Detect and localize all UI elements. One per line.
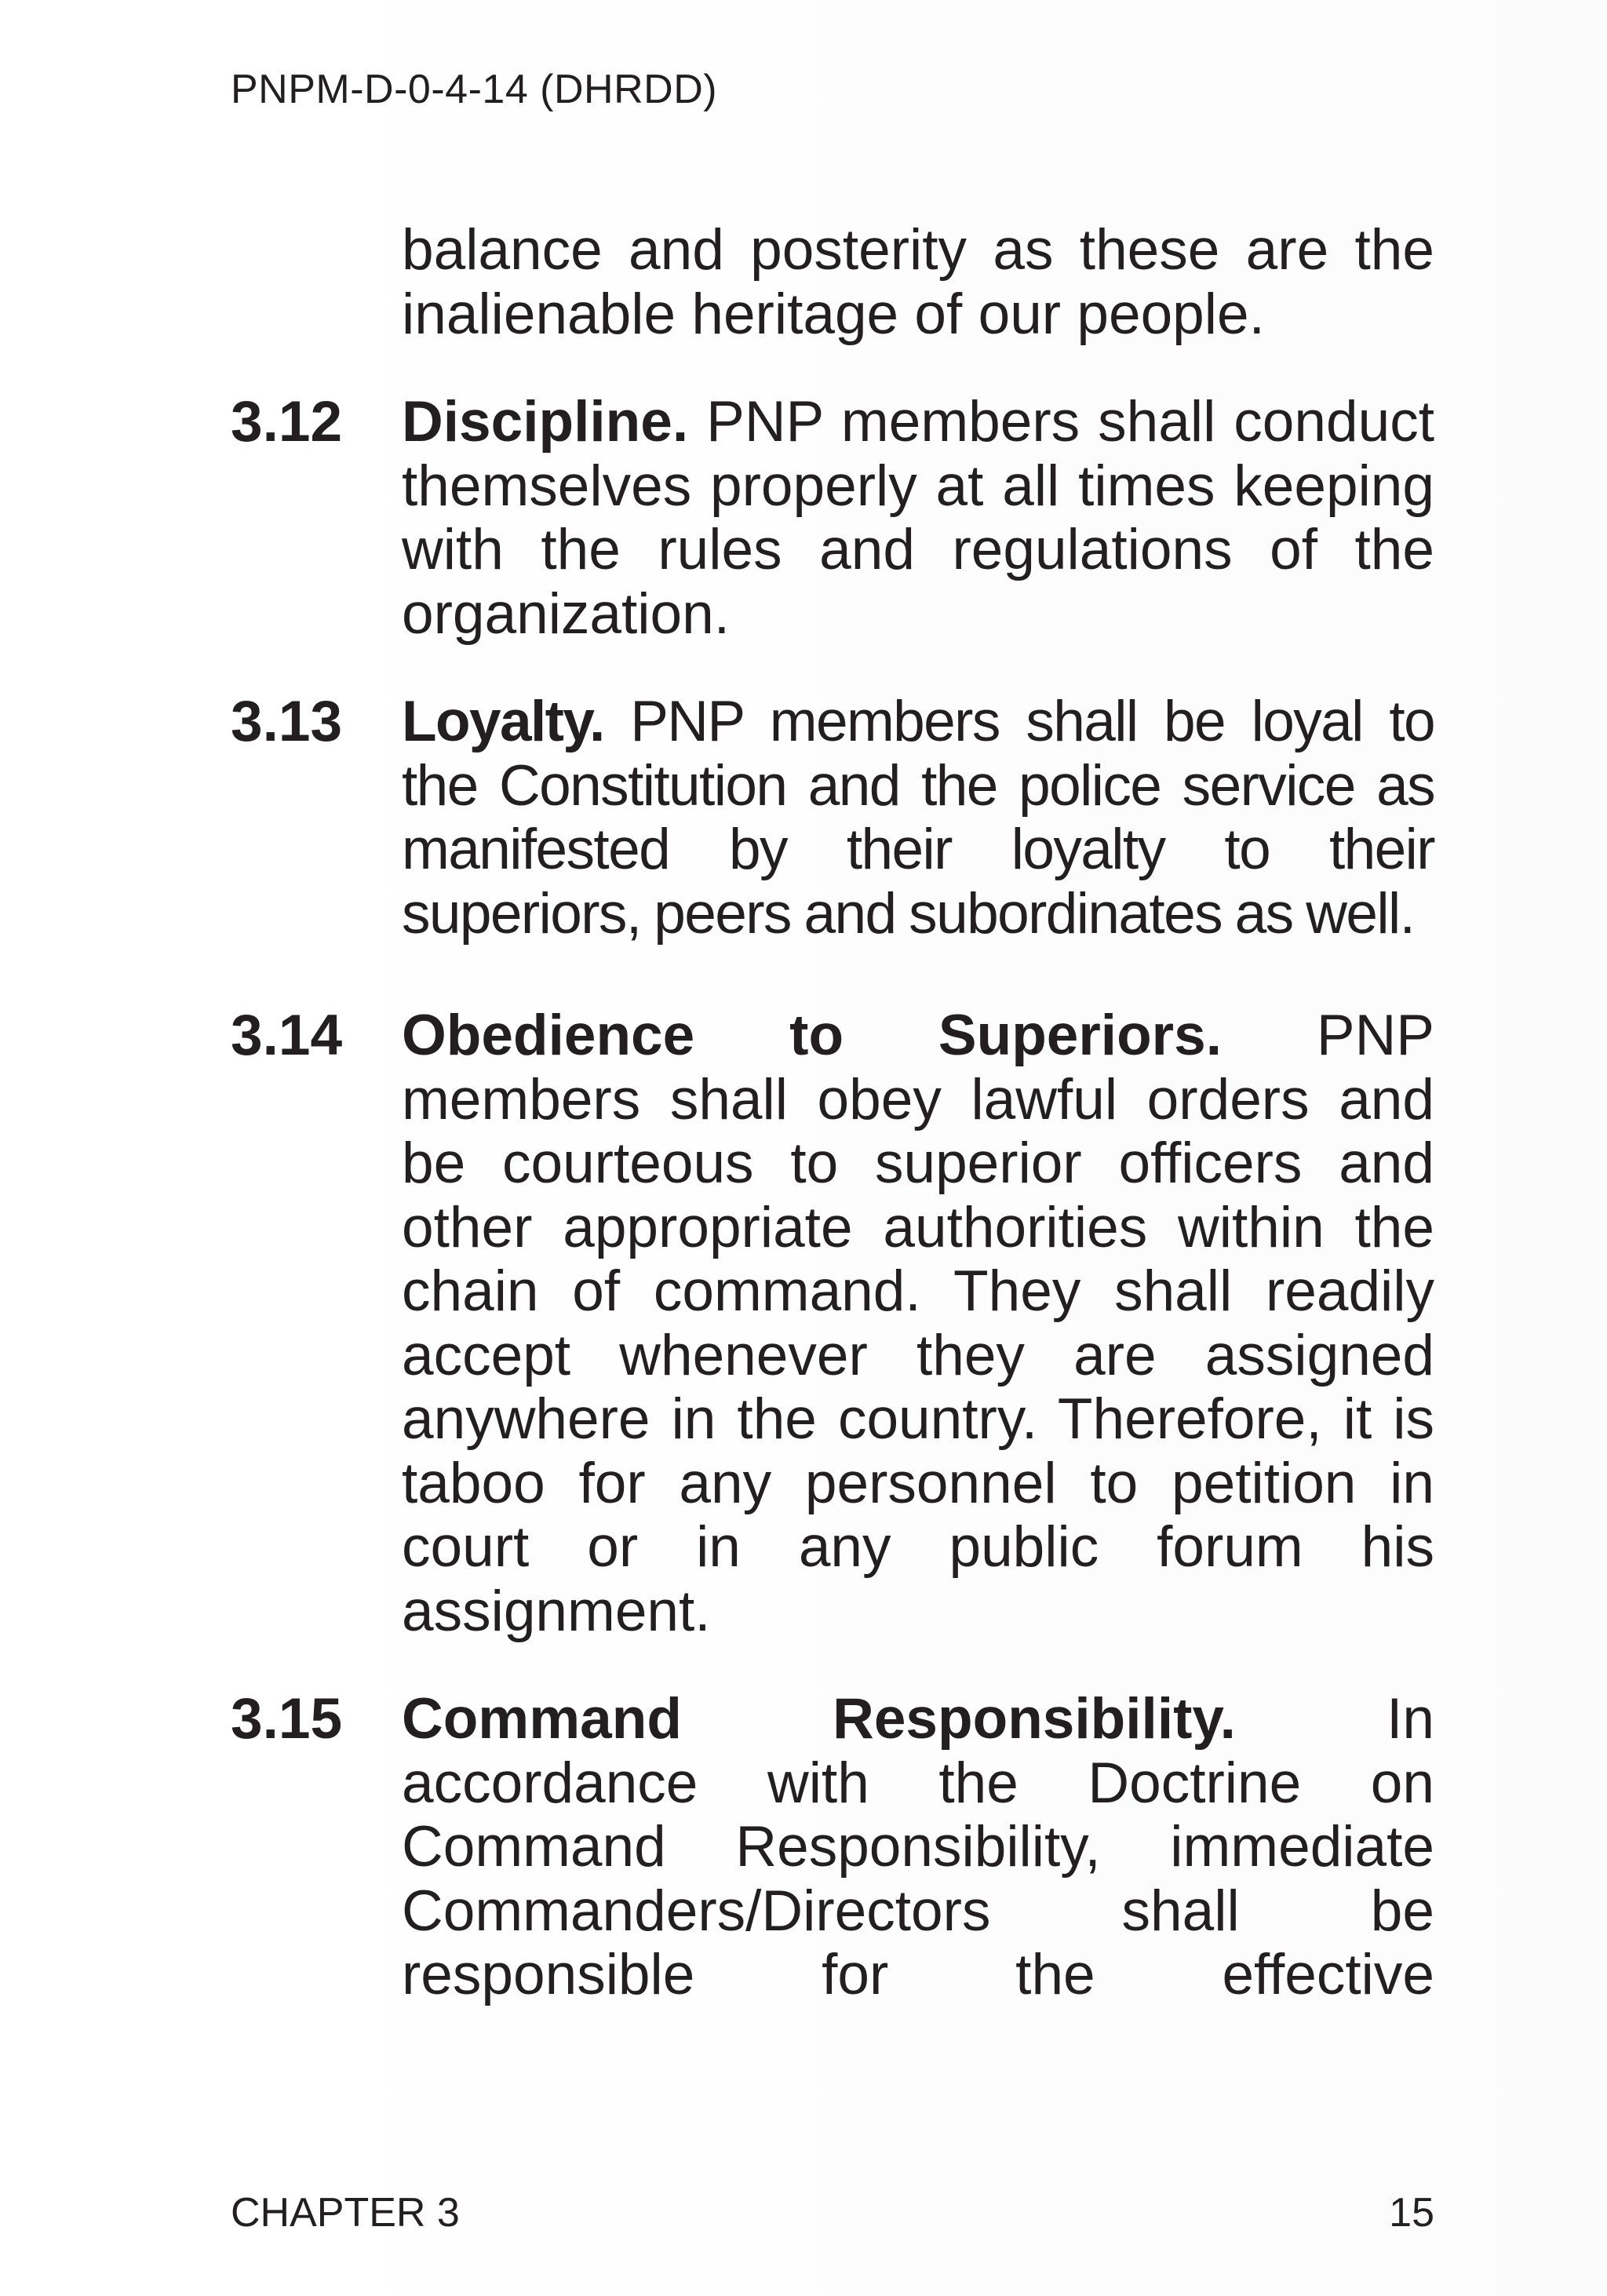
section-number: 3.13 <box>231 690 343 753</box>
section-text: In accordance with the Doctrine on Command Responsibility, immediate Commanders/Directors shall be responsible for the effective <box>402 1687 1434 2006</box>
section-body <box>402 690 1434 946</box>
section-number: 3.15 <box>231 1687 343 1751</box>
section-number: 3.12 <box>231 390 343 454</box>
section-3-14 <box>231 1004 1434 1643</box>
section-body <box>402 1004 1434 1643</box>
section-text: PNP members shall conduct themselves properly at all times keeping with the rules and regulations of the organization. <box>402 390 1434 646</box>
section-term: Obedience to Superiors. <box>402 1004 1222 1067</box>
page-content <box>231 218 1434 2007</box>
section-body <box>402 390 1434 646</box>
chapter-label: CHAPTER 3 <box>231 2190 460 2236</box>
section-body <box>402 1687 1434 2007</box>
section-term: Discipline. <box>402 390 689 454</box>
page-number: 15 <box>1389 2190 1434 2236</box>
section-number: 3.14 <box>231 1004 343 1067</box>
document-code: PNPM-D-0-4-14 (DHRDD) <box>231 67 718 112</box>
section-text: PNP members shall be loyal to the Constitution and the police service as manifested by their loyalty to their superiors, peers and subordinates as well. <box>402 690 1434 946</box>
section-3-13 <box>231 690 1434 946</box>
section-text: PNP members shall obey lawful orders and be courteous to superior officers and other appropriate authorities within the chain of command. They shall readily accept whenever they are assigned anywhere in the country. Therefore, it is taboo for any personnel to petition in court or in any public forum his assignment. <box>402 1004 1434 1643</box>
section-3-15 <box>231 1687 1434 2007</box>
section-3-12 <box>231 390 1434 646</box>
section-term: Loyalty. <box>402 690 604 753</box>
continued-paragraph: balance and posterity as these are the inalienable heritage of our people. <box>402 218 1434 346</box>
section-term: Command Responsibility. <box>402 1687 1236 1751</box>
